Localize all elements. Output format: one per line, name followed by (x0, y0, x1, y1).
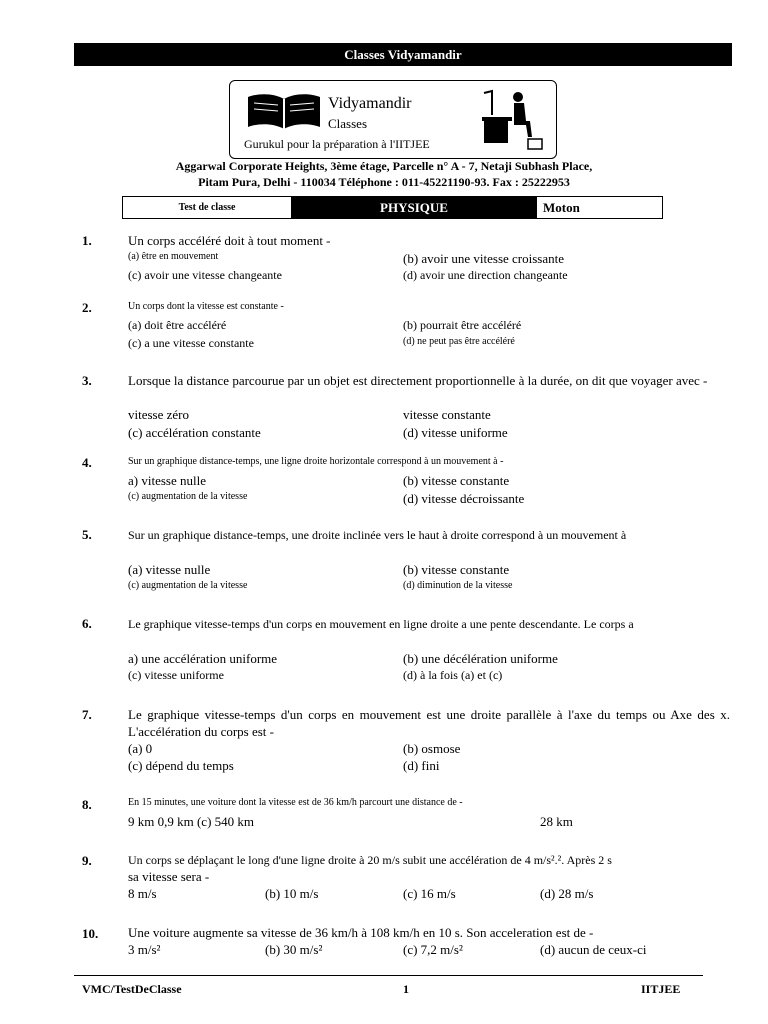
address-line-2: Pitam Pura, Delhi - 110034 Téléphone : 011-45221190-93. Fax : 25222953 (198, 175, 570, 189)
option-c: (c) 16 m/s (403, 886, 456, 901)
question-number: 3. (82, 373, 92, 388)
option-b: (b) 10 m/s (265, 886, 319, 901)
option-a: 3 m/s² (128, 942, 161, 957)
option-b: (b) une décélération uniforme (403, 651, 558, 666)
option-c: (c) vitesse uniforme (128, 668, 224, 682)
footer-code: VMC/TestDeClasse (82, 982, 182, 996)
question-number: 2. (82, 300, 92, 315)
topic-label: Moton (543, 199, 580, 215)
option-c: (c) dépend du temps (128, 758, 234, 773)
option-d: (d) vitesse uniforme (403, 425, 508, 440)
question-text: Un corps se déplaçant le long d'une ligne droite à 20 m/s subit une accélération de 4 m/s².². Après 2 s (128, 853, 612, 867)
question-number: 9. (82, 853, 92, 868)
option-d: 28 km (540, 814, 573, 829)
brand-name: Vidyamandir (328, 95, 412, 112)
subject-label: PHYSIQUE (291, 197, 537, 218)
question-text: Le graphique vitesse-temps d'un corps en mouvement en ligne droite a une pente descendante. Le corps a (128, 617, 634, 631)
header-banner: Classes Vidyamandir (74, 43, 732, 66)
option-abc: 9 km 0,9 km (c) 540 km (128, 814, 255, 829)
question-text: Un corps dont la vitesse est constante - (128, 301, 284, 312)
question-text: Le graphique vitesse-temps d'un corps en mouvement est une droite parallèle à l'axe du temps ou Axe des x. L'accélération du corps est - (128, 707, 730, 739)
option-a: (a) doit être accéléré (128, 318, 227, 332)
option-a: a) une accélération uniforme (128, 651, 278, 666)
option-d: (d) avoir une direction changeante (403, 268, 568, 282)
question-number: 6. (82, 616, 92, 631)
student-at-desk-icon (478, 87, 548, 153)
question-text: Sur un graphique distance-temps, une ligne droite horizontale correspond à un mouvement à - (128, 456, 504, 467)
question-text: Sur un graphique distance-temps, une droite inclinée vers le haut à droite correspond à un mouvement à (128, 528, 627, 542)
option-c: (c) augmentation de la vitesse (128, 580, 248, 591)
question-text: Une voiture augmente sa vitesse de 36 km/h à 108 km/h en 10 s. Son acceleration est de - (128, 925, 594, 940)
brand-tagline: Gurukul pour la préparation à l'IITJEE (244, 137, 430, 151)
address-line-1: Aggarwal Corporate Heights, 3ème étage, Parcelle n° A - 7, Netaji Subhash Place, (175, 159, 593, 173)
question-text: En 15 minutes, une voiture dont la vitesse est de 36 km/h parcourt une distance de - (128, 797, 463, 808)
option-d: (d) fini (403, 758, 440, 773)
page-number: 1 (403, 982, 409, 996)
option-d: (d) 28 m/s (540, 886, 594, 901)
option-c: (c) augmentation de la vitesse (128, 491, 248, 502)
brand-subtitle: Classes (328, 116, 367, 131)
option-a: (a) vitesse nulle (128, 562, 211, 577)
option-c: (c) accélération constante (128, 425, 261, 440)
option-d: (d) ne peut pas être accéléré (403, 336, 515, 347)
footer-exam: IITJEE (641, 982, 681, 996)
test-type-label: Test de classe (178, 202, 236, 213)
question-number: 7. (82, 707, 92, 722)
option-b: (b) vitesse constante (403, 562, 510, 577)
option-d: (d) à la fois (a) et (c) (403, 668, 503, 682)
question-number: 10. (82, 926, 99, 941)
question-number: 4. (82, 455, 92, 470)
option-b: (b) pourrait être accéléré (403, 318, 522, 332)
option-c: (c) 7,2 m/s² (403, 942, 463, 957)
question-number: 5. (82, 527, 92, 542)
question-number: 8. (82, 797, 92, 812)
question-number: 1. (82, 233, 92, 248)
option-c: (c) a une vitesse constante (128, 336, 254, 350)
option-a: a) vitesse nulle (128, 473, 206, 488)
option-b: (b) vitesse constante (403, 473, 510, 488)
question-text: Lorsque la distance parcourue par un objet est directement proportionnelle à la durée, on dit que voyager avec - (128, 373, 708, 388)
test-info-bar (122, 196, 663, 219)
option-d: (d) diminution de la vitesse (403, 580, 513, 591)
option-b: vitesse constante (403, 407, 491, 422)
option-d: (d) aucun de ceux-ci (540, 942, 647, 957)
question-text: Un corps accéléré doit à tout moment - (128, 233, 331, 248)
option-b: (b) osmose (403, 741, 461, 756)
option-b: (b) 30 m/s² (265, 942, 323, 957)
option-a: (a) 0 (128, 741, 153, 756)
option-a: 8 m/s (128, 886, 157, 901)
option-d: (d) vitesse décroissante (403, 491, 525, 506)
logo-box (229, 80, 557, 159)
option-a: (a) être en mouvement (128, 251, 219, 262)
footer-divider (74, 975, 703, 976)
open-book-icon (244, 91, 324, 131)
option-b: (b) avoir une vitesse croissante (403, 251, 565, 266)
option-c: (c) avoir une vitesse changeante (128, 268, 282, 282)
question-text-cont: sa vitesse sera - (128, 869, 210, 884)
option-a: vitesse zéro (128, 407, 190, 422)
